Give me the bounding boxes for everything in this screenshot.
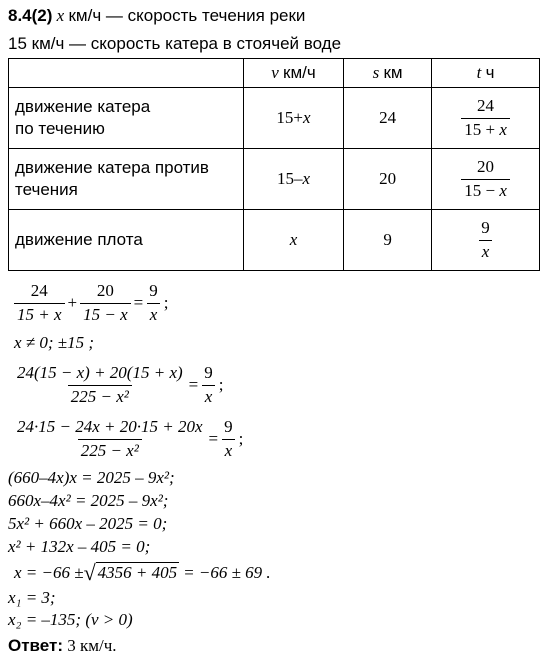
equation-1: $\frac{24}{15 + x}$ + $\frac{20}{15 - x}$ = $\frac{9}{x}$ ; <box>14 282 171 324</box>
solution-step: x² + 132x – 405 = 0; <box>8 537 151 556</box>
time-fraction: $\frac{24}{15 + x}$ <box>461 97 510 139</box>
problem-header <box>8 6 305 26</box>
roots-formula: x = −66 ± √ 4356 + 405 = −66 ± 69 . <box>14 559 271 585</box>
cell-s: 24 <box>344 88 432 149</box>
fraction: $\frac{9}{x}$ <box>201 364 216 406</box>
fraction: $\frac{9}{x}$ <box>146 282 161 324</box>
equation-2: $\frac{24(15 - x) + 20(15 + x)}{\text{225 − x²}}$ = $\frac{9}{x}$ ; <box>14 364 226 406</box>
table-header-row <box>9 59 540 88</box>
solution-step: (660–4x)x = 2025 – 9x²; <box>8 468 175 487</box>
fraction: $\frac{20}{15 - x}$ <box>80 282 131 324</box>
domain-condition: x ≠ 0; ±15 ; <box>14 333 95 352</box>
table-row <box>9 88 540 149</box>
cell-s: 9 <box>344 210 432 271</box>
time-fraction: $\frac{20}{15 - x}$ <box>461 158 510 200</box>
root-2: x₂ = –135; (v > 0) <box>8 610 133 629</box>
table-row <box>9 210 540 271</box>
header-line2: 15 км/ч — скорость катера в стоячей воде <box>8 34 342 53</box>
fraction: $\frac{24(15 - x) + 20(15 + x)}{\text{225 − x²}}$ <box>17 363 183 406</box>
row-label: движение катера по течению <box>9 88 244 149</box>
table-header-cell: s км <box>344 59 432 88</box>
cell-v: x <box>243 210 343 271</box>
answer-label: Ответ: <box>8 636 63 655</box>
root-1: x₁ = 3; <box>8 588 56 607</box>
row-label: движение плота <box>9 210 244 271</box>
solution-step: 5x² + 660x – 2025 = 0; <box>8 514 168 533</box>
answer <box>8 636 117 656</box>
var-x: x <box>56 6 65 25</box>
header-line1-text: км/ч — скорость течения реки <box>68 6 306 25</box>
cell-t <box>432 88 540 149</box>
equation-3: $\frac{24\cdot 15 - 24x + 20\cdot 15 + 20x}{\text{225 − x²}}$ = $\frac{9}{x}$ ; <box>14 418 246 460</box>
answer-value: 3 км/ч. <box>67 636 117 655</box>
fraction: $\frac{24\cdot 15 - 24x + 20\cdot 15 + 20x}{\text{225 − x²}}$ <box>17 417 203 460</box>
fraction: $\frac{24}{15 + x}$ <box>14 282 65 324</box>
table-header-cell: t ч <box>432 59 540 88</box>
motion-table <box>8 58 540 271</box>
cell-s: 20 <box>344 149 432 210</box>
solution-step: 660x–4x² = 2025 – 9x²; <box>8 491 169 510</box>
problem-number: 8.4(2) <box>8 6 53 25</box>
row-label: движение катера против течения <box>9 149 244 210</box>
cell-t <box>432 210 540 271</box>
cell-v: 15+x <box>243 88 343 149</box>
time-fraction: $\frac{9}{x}$ <box>478 219 493 261</box>
table-header-cell <box>9 59 244 88</box>
table-header-cell: v км/ч <box>243 59 343 88</box>
table-row <box>9 149 540 210</box>
fraction: $\frac{9}{x}$ <box>221 418 236 460</box>
cell-v: 15–x <box>243 149 343 210</box>
cell-t <box>432 149 540 210</box>
sqrt-icon: √ <box>83 559 96 585</box>
